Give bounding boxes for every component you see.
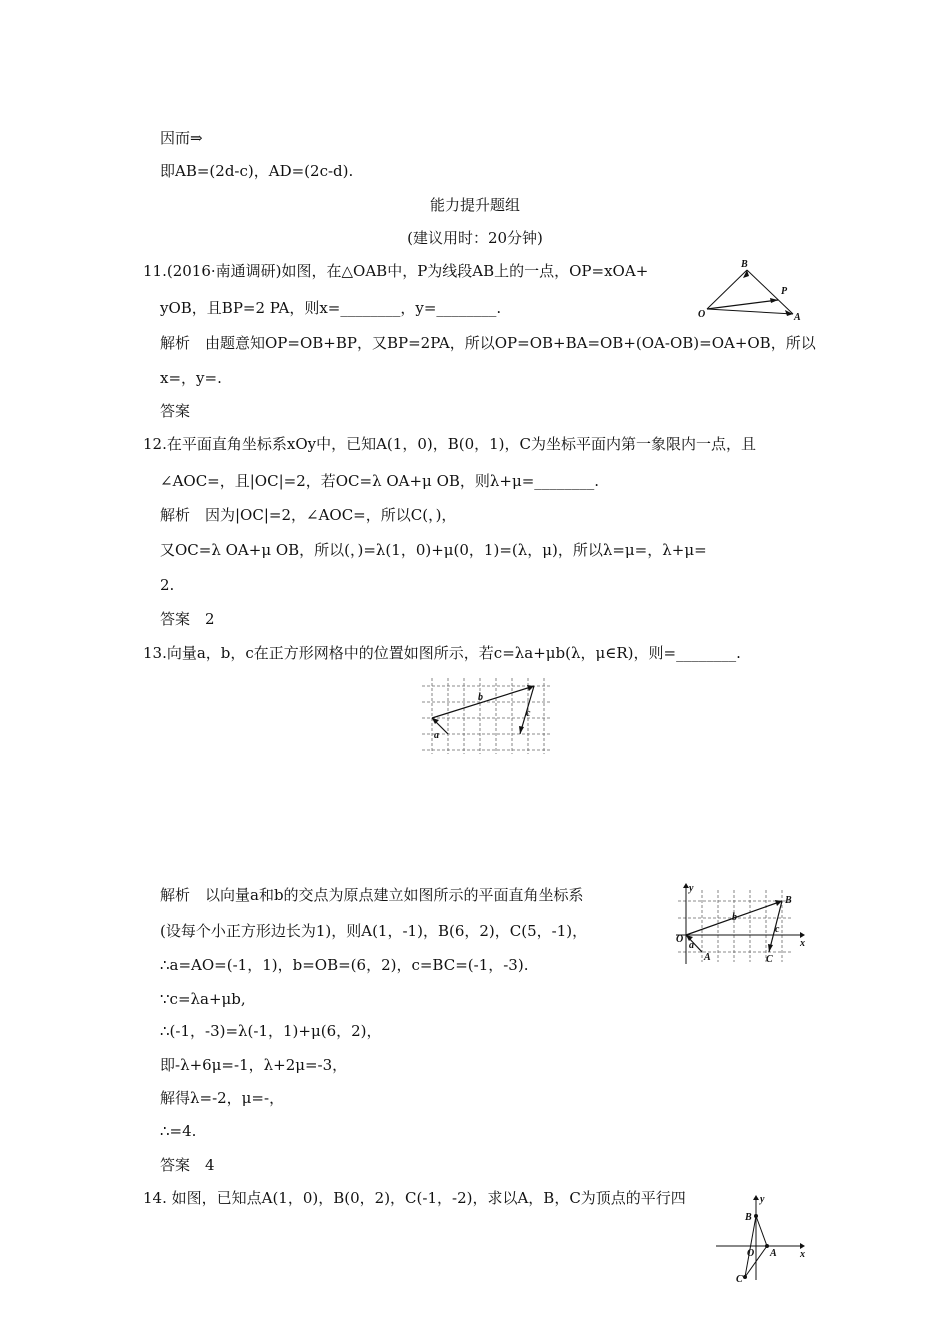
answer-line: 答案 4 [160, 1156, 215, 1174]
svg-text:B: B [741, 259, 748, 270]
solution-line: 解析 由题意知OP=OB+BP，又BP=2PA，所以OP=OB+BA=OB+(OA-OB)=OA+OB，所以 [160, 334, 816, 352]
section-title: 能力提升题组 [429, 196, 520, 214]
svg-text:c: c [526, 708, 531, 719]
grid-vector-figure [418, 676, 558, 756]
svg-text:y: y [760, 1194, 765, 1205]
solution-line: 解得λ=-2，μ=-， [160, 1089, 285, 1107]
svg-text:b: b [732, 912, 737, 923]
solution-line: 又OC=λ OA+μ OB，所以(，)=λ(1，0)+μ(0，1)=(λ，μ)，所以λ=μ=，λ+μ= [160, 541, 707, 559]
solution-line: ∴a=AO=(-1，1)，b=OB=(6，2)，c=BC=(-1，-3). [160, 956, 529, 974]
solution-line: 2. [160, 576, 175, 594]
text-line: 因而⇒ [160, 129, 203, 147]
svg-text:b: b [478, 692, 483, 703]
answer-line: 答案 2 [160, 610, 215, 628]
svg-text:B: B [785, 895, 792, 906]
svg-text:A: A [704, 952, 711, 963]
solution-line: ∵c=λa+μb, [160, 990, 246, 1008]
svg-text:O: O [747, 1248, 755, 1259]
svg-text:c: c [775, 924, 780, 935]
solution-line: ∴=4. [160, 1122, 197, 1140]
question-12-line: 12.在平面直角坐标系xOy中，已知A(1，0)，B(0，1)，C为坐标平面内第一象限内一点，且 [143, 435, 757, 453]
solution-line: 即-λ+6μ=-1，λ+2μ=-3， [160, 1056, 348, 1074]
points-figure [712, 1190, 822, 1284]
solution-line: 解析 以向量a和b的交点为原点建立如图所示的平面直角坐标系 [160, 886, 584, 904]
question-13-line: 13.向量a，b，c在正方形网格中的位置如图所示，若c=λa+μb(λ，μ∈R)，则=________. [143, 644, 741, 662]
answer-line: 答案 [160, 402, 191, 420]
svg-text:a: a [434, 730, 439, 741]
svg-text:A: A [770, 1248, 777, 1259]
section-subtitle: (建议用时：20分钟) [407, 229, 543, 247]
coordinate-grid-figure [672, 882, 812, 966]
svg-text:P: P [781, 286, 788, 297]
svg-text:C: C [766, 954, 773, 965]
svg-text:B: B [745, 1212, 752, 1223]
svg-text:a: a [689, 940, 694, 951]
svg-text:x: x [800, 938, 805, 949]
solution-line: x=，y=. [160, 369, 222, 387]
text-line: 即AB=(2d-c)，AD=(2c-d). [160, 162, 354, 180]
solution-line: (设每个小正方形边长为1)，则A(1，-1)，B(6，2)，C(5，-1)， [160, 922, 588, 940]
question-12-line: ∠AOC=，且|OC|=2，若OC=λ OA+μ OB，则λ+μ=________. [160, 472, 600, 490]
solution-line: 解析 因为|OC|=2，∠AOC=，所以C(，)， [160, 506, 457, 524]
svg-text:C: C [736, 1274, 743, 1284]
question-14-line: 14. 如图，已知点A(1，0)，B(0，2)，C(-1，-2)，求以A，B，C为顶点的平行四 [143, 1189, 686, 1207]
triangle-figure [690, 258, 810, 324]
solution-line: ∴(-1，-3)=λ(-1，1)+μ(6，2)， [160, 1022, 382, 1040]
question-11-line: 11.(2016·南通调研)如图，在△OAB中，P为线段AB上的一点，OP=xOA+ [143, 262, 649, 280]
svg-text:y: y [689, 883, 694, 894]
svg-text:x: x [800, 1249, 805, 1260]
question-11-line: yOB，且BP=2 PA，则x=________，y=________. [160, 299, 502, 317]
svg-text:A: A [794, 312, 801, 323]
svg-text:O: O [698, 309, 706, 320]
svg-text:O: O [676, 934, 684, 945]
